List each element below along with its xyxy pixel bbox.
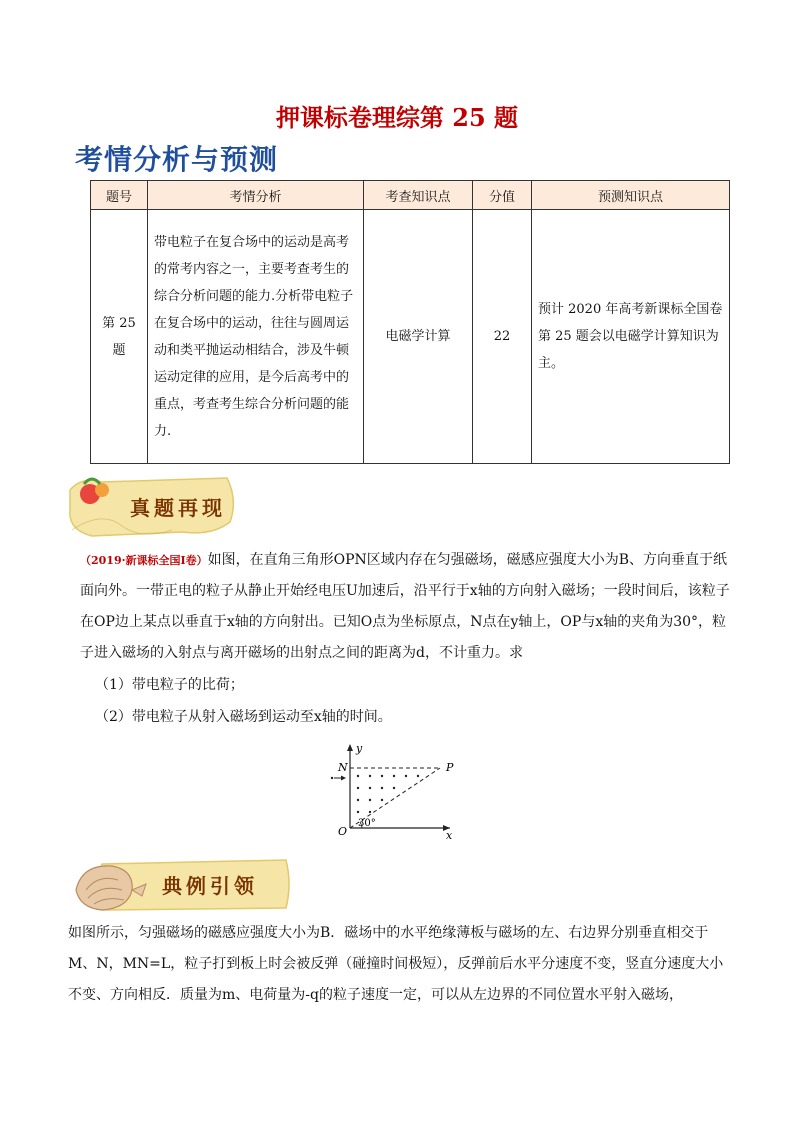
real-exam-badge bbox=[62, 470, 240, 542]
prediction-cell: 预计 2020 年高考新课标全国卷第 25 题会以电磁学计算知识为主。 bbox=[532, 210, 730, 464]
n-point-label: N bbox=[338, 761, 348, 774]
section-heading-analysis: 考情分析与预测 bbox=[75, 143, 279, 176]
header-cell: 分值 bbox=[473, 181, 532, 210]
analysis-cell: 带电粒子在复合场中的运动是高考的常考内容之一，主要考查考生的综合分析问题的能力.分析带电粒子在复合场中的运动，往往与圆周运动和类平抛运动相结合，涉及牛顿运动定律的应用，是今后高考中的重点，考查考生综合分析问题的能力. bbox=[148, 210, 364, 464]
knowledge-cell: 电磁学计算 bbox=[364, 210, 473, 464]
question-1: （1）带电粒子的比荷； bbox=[95, 677, 244, 693]
problem-text: 如图，在直角三角形OPN区域内存在匀强磁场，磁感应强度大小为B、方向垂直于纸面向外。一带正电的粒子从静止开始经电压U加速后，沿平行于x轴的方向射入磁场；一段时间后，该粒子在OP边上某点以垂直于x轴的方向射出。已知O点为坐标原点，N点在y轴上，OP与x轴的夹角为30°，粒子进入磁场的入射点与离开磁场的出射点之间的距离为d，不计重力。求 bbox=[80, 552, 730, 661]
figure-triangle-field bbox=[300, 740, 480, 844]
problem-paragraph bbox=[80, 545, 730, 669]
header-cell: 题号 bbox=[91, 181, 148, 210]
table-row bbox=[91, 210, 730, 464]
header-cell: 预测知识点 bbox=[532, 181, 730, 210]
question-number-cell: 第 25 题 bbox=[91, 210, 148, 464]
y-axis-label: y bbox=[356, 742, 363, 755]
angle-label: 30° bbox=[358, 818, 376, 829]
example-badge bbox=[62, 850, 294, 918]
example-paragraph: 如图所示，匀强磁场的磁感应强度大小为B．磁场中的水平绝缘薄板与磁场的左、右边界分别垂直相交于M、N，MN=L，粒子打到板上时会被反弹（碰撞时间极短），反弹前后水平分速度不变，竖直分速度大小不变、方向相反．质量为m、电荷量为-q的粒子速度一定，可以从左边界的不同位置水平射入磁场， bbox=[68, 925, 724, 1003]
page-title: 押课标卷理综第 25 题 bbox=[275, 103, 519, 132]
x-axis-label: x bbox=[446, 829, 453, 840]
field-dots bbox=[357, 775, 419, 813]
badge-title-example: 典例引领 bbox=[162, 874, 258, 898]
header-cell: 考情分析 bbox=[148, 181, 364, 210]
score-cell: 22 bbox=[473, 210, 532, 464]
table-header-row bbox=[91, 181, 730, 210]
origin-label: O bbox=[338, 825, 348, 838]
source-tag: （2019·新课标全国Ⅰ卷） bbox=[80, 554, 208, 567]
analysis-table bbox=[90, 180, 730, 464]
header-cell: 考查知识点 bbox=[364, 181, 473, 210]
question-2: （2）带电粒子从射入磁场到运动至x轴的时间。 bbox=[95, 709, 392, 725]
field-diagram bbox=[300, 740, 480, 840]
p-point-label: P bbox=[446, 761, 454, 774]
badge-title-real: 真题再现 bbox=[130, 496, 226, 520]
